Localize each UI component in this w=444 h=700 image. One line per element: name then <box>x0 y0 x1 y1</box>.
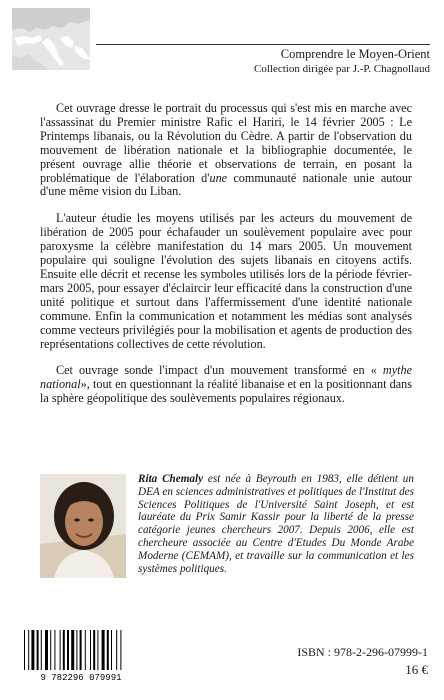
isbn: ISBN : 978-2-296-07999-1 <box>297 645 428 659</box>
barcode-bar <box>97 630 98 670</box>
barcode-bar <box>37 630 39 670</box>
barcode-digits: 9 782296 079991 <box>40 673 122 682</box>
barcode-bar <box>90 630 91 670</box>
paragraph-2: L'auteur étudie les moyens utilisés par les acteurs du mouvement de libération de 2005 pour échafauder un soulèvement populaire avec pour paroxysme la célèbre manifestation du 14 mars 2005. Un mouvement populaire qui souligne l'évolution des sujets libanais en citoyens actifs. Ensuite elle décrit et recense les symboles utilisés lors de la période février-mars 2005, pour essayer d'éclaircir leur efficacité dans la construction d'une unité politique et surtout dans l'affermissement d'une identité nationale commune. Enfin la communication et notamment les médias sont analysés comme vecteurs privilégiés pour la mobilisation et agents de production des représentations collectives de cette révolution. <box>40 211 412 351</box>
isbn-barcode <box>14 628 148 682</box>
barcode-bar <box>71 630 74 670</box>
barcode-bar <box>31 630 34 670</box>
author-name: Rita Chemaly <box>138 473 204 485</box>
series-title: Comprendre le Moyen-Orient <box>280 47 430 61</box>
barcode-bar <box>107 630 109 670</box>
header-rule <box>96 44 430 45</box>
barcode-bar <box>80 630 82 670</box>
barcode-bar <box>63 630 65 670</box>
barcode-bar <box>24 630 25 670</box>
series-director: Collection dirigée par J.-P. Chagnollaud <box>254 63 430 75</box>
barcode-bar <box>85 630 86 670</box>
barcode-bar <box>28 630 29 670</box>
emphasis-mythe-national: mythe national <box>40 363 412 392</box>
barcode-bar <box>67 630 69 670</box>
barcode-bar <box>76 630 77 670</box>
barcode-bar <box>45 630 48 670</box>
barcode-bar <box>116 630 117 670</box>
barcode-bar <box>93 630 95 670</box>
barcode-bar <box>111 630 112 670</box>
barcode-bar <box>54 630 55 670</box>
author-photo <box>40 474 126 578</box>
emphasis-une: une <box>209 170 228 185</box>
middle-east-map-logo <box>12 8 90 70</box>
barcode-bar <box>120 630 121 670</box>
back-cover-text <box>40 102 412 419</box>
price: 16 € <box>405 662 428 677</box>
barcode-bar <box>41 630 42 670</box>
paragraph-3: Cet ouvrage sonde l'impact d'un mouvement transformé en « mythe national», tout en questionnant la réalité libanaise et en la positionnant dans la sphère géopolitique des soulèvements populaires régionaux. <box>40 363 412 406</box>
barcode-bar <box>50 630 51 670</box>
author-bio: Rita Chemaly est née à Beyrouth en 1983, elle détient un DEA en sciences administratives et politiques de l'Institut des Sciences Politiques de l'Université Saint Joseph, et est lauréate du Prix Samir Kassir pour la liberté de la presse catégorie jeunes chercheurs 2007. Depuis 2006, elle est chercheure associée au Centre d'Etudes Du Monde Arabe Moderne (CEMAM), et travaille sur la communication et les systèmes politiques. <box>138 473 414 575</box>
paragraph-1: Cet ouvrage dresse le portrait du processus qui s'est mis en marche avec l'assassinat du Premier ministre Rafic el Hariri, le 14 février 2005 : Le Printemps libanais, ou la Révolution du Cèdre. A partir de l'observation du mouvement de libération nationale et la bibliographie documentée, le présent ouvrage allie théorie et observations de terrain, en posant la problématique de l'élaboration d'une communauté nationale unie autour d'une même vision du Liban. <box>40 101 412 199</box>
barcode-bar <box>60 630 61 670</box>
barcode-bar <box>102 630 105 670</box>
